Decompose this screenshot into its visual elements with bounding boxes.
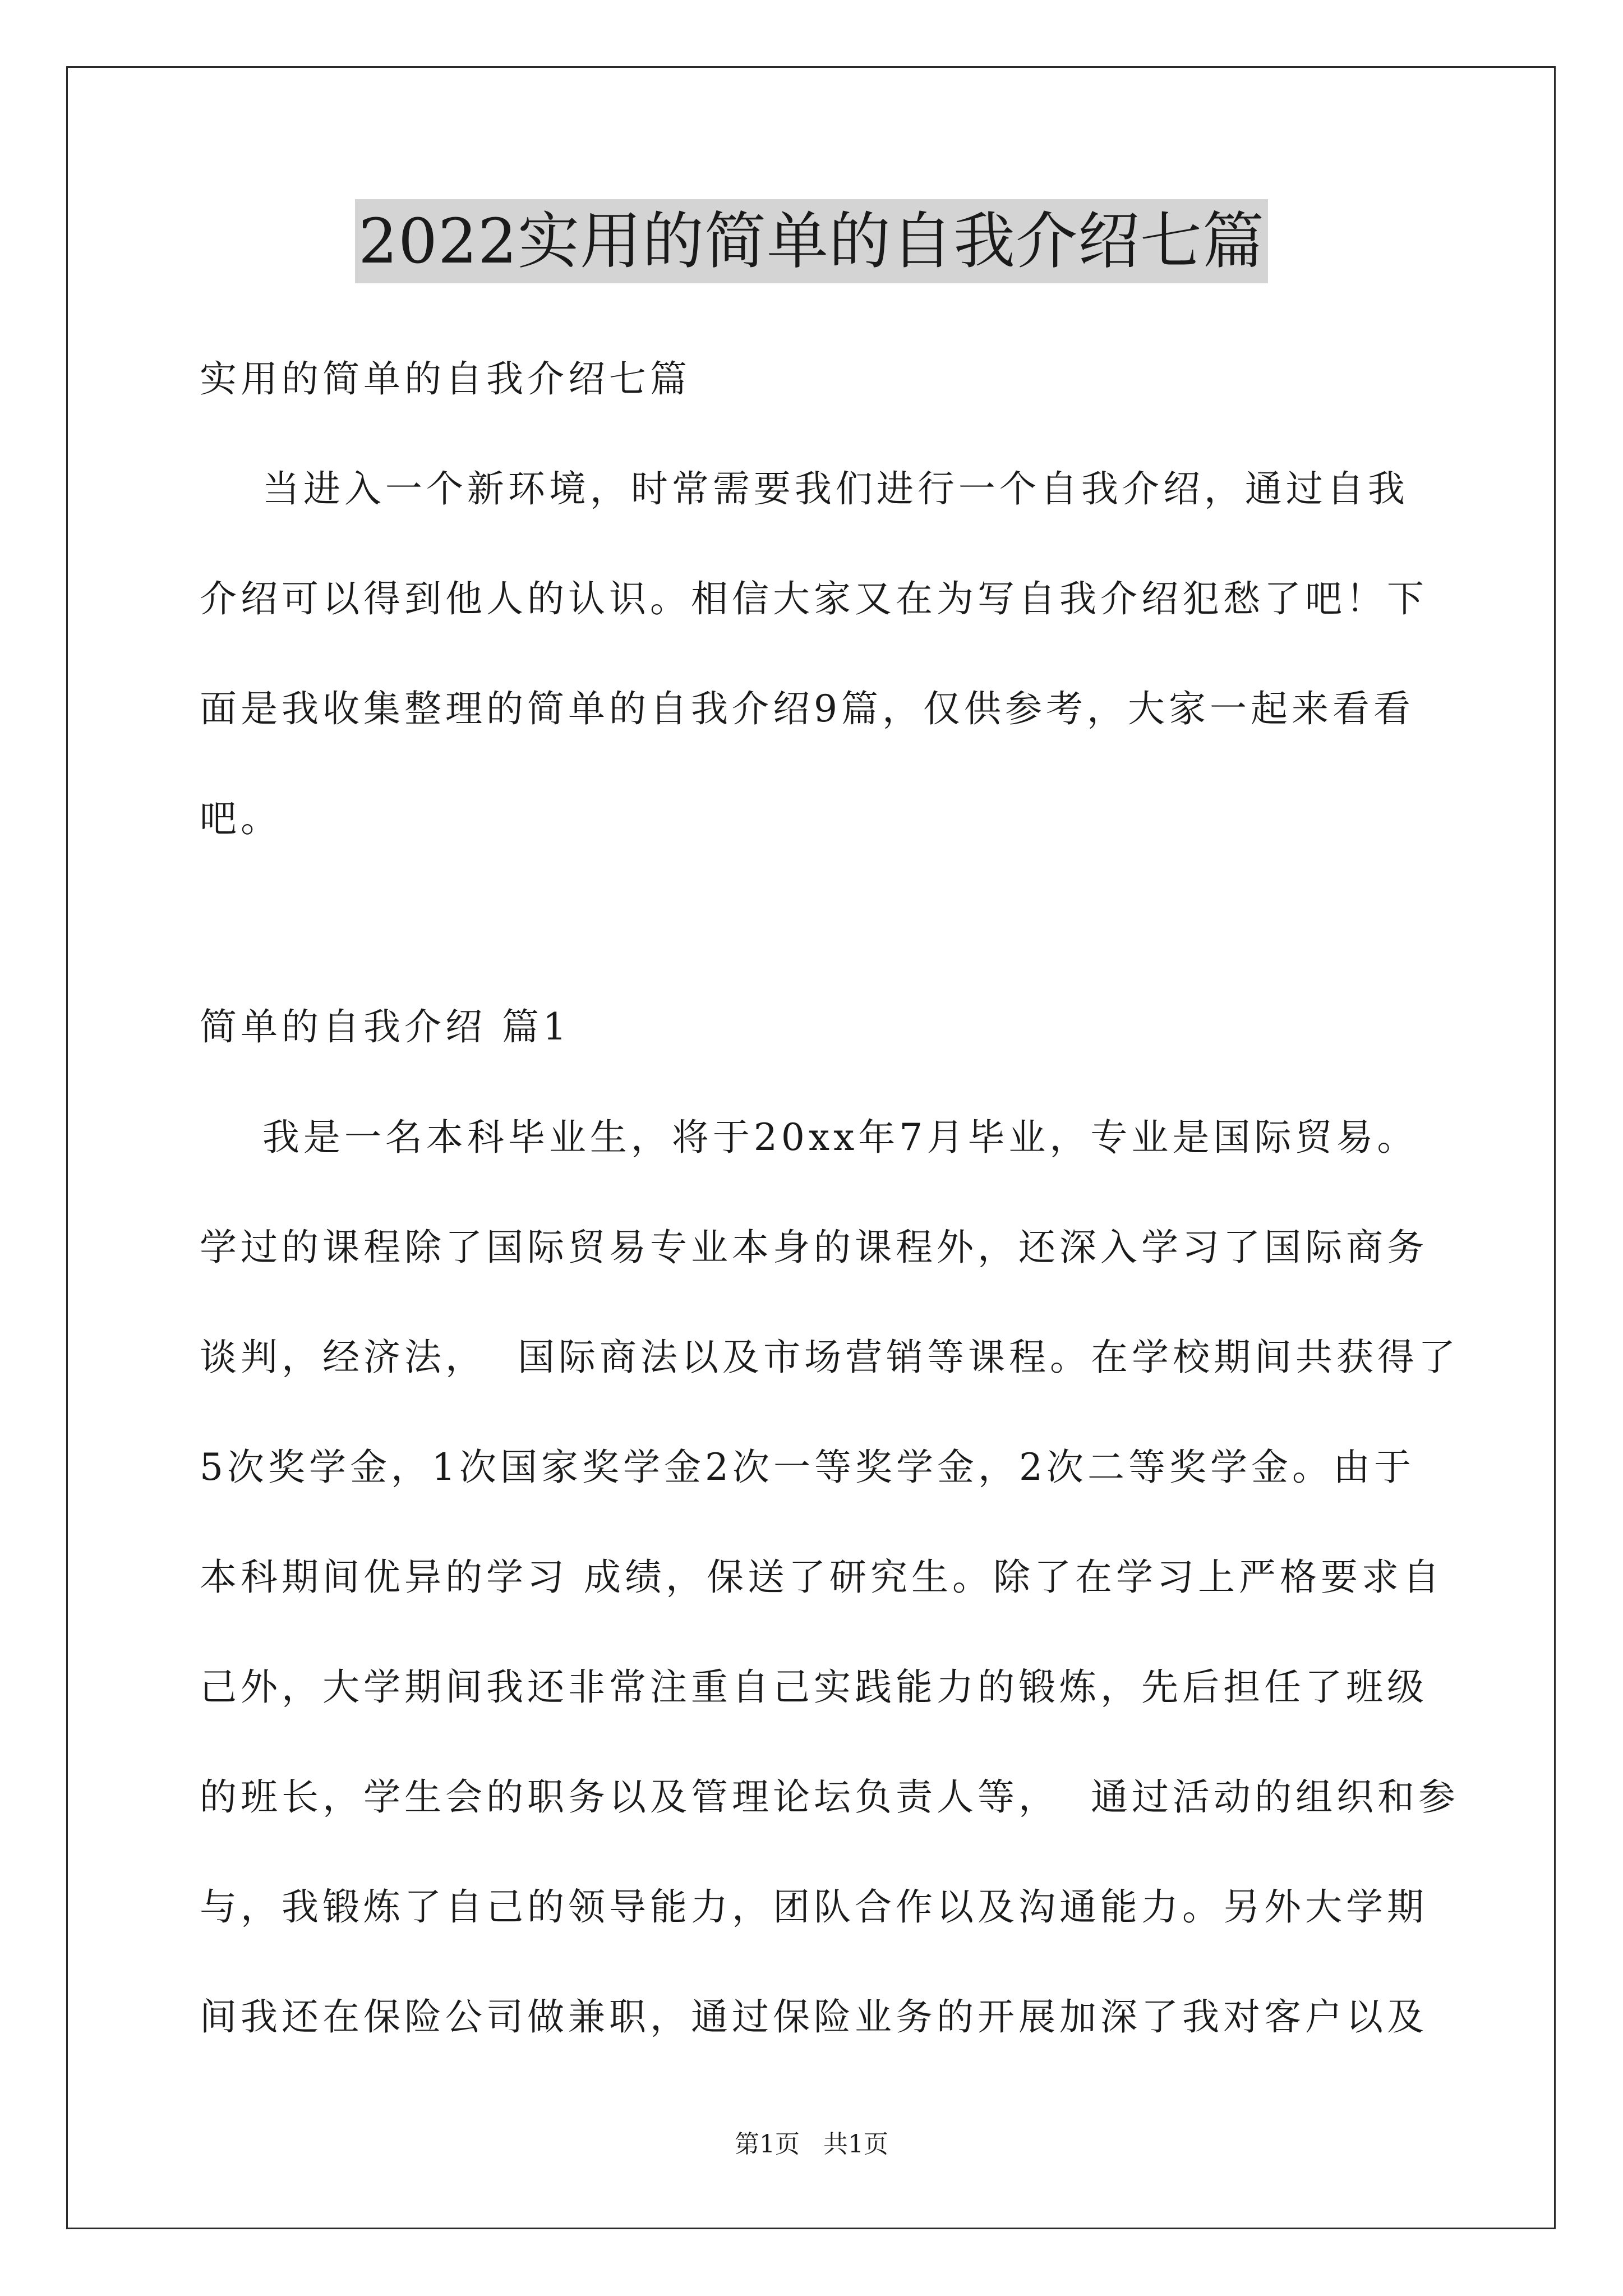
section-line-6: 己外，大学期间我还非常注重自己实践能力的锻炼，先后担任了班级 bbox=[200, 1665, 1428, 1709]
section-line-5: 本科期间优异的学习 成绩，保送了研究生。除了在学习上严格要求自 bbox=[200, 1556, 1444, 1599]
section-line-2: 学过的课程除了国际贸易专业本身的课程外，还深入学习了国际商务 bbox=[200, 1226, 1428, 1269]
document-subtitle: 实用的简单的自我介绍七篇 bbox=[200, 357, 691, 401]
document-title: 2022实用的简单的自我介绍七篇 bbox=[355, 199, 1268, 283]
intro-line-3: 面是我收集整理的简单的自我介绍9篇，仅供参考，大家一起来看看 bbox=[200, 687, 1414, 730]
section-line-9: 间我还在保险公司做兼职，通过保险业务的开展加深了我对客户以及 bbox=[200, 1995, 1428, 2039]
page-footer: 第1页 共1页 bbox=[735, 2130, 888, 2159]
intro-line-2: 介绍可以得到他人的认识。相信大家又在为写自我介绍犯愁了吧！下 bbox=[200, 577, 1428, 620]
title-container bbox=[0, 199, 1623, 283]
section-line-7: 的班长，学生会的职务以及管理论坛负责人等， 通过活动的组织和参 bbox=[200, 1775, 1459, 1819]
section-heading: 简单的自我介绍 篇1 bbox=[200, 1005, 570, 1048]
intro-line-4: 吧。 bbox=[200, 797, 282, 840]
intro-line-1: 当进入一个新环境，时常需要我们进行一个自我介绍，通过自我 bbox=[200, 467, 1409, 510]
section-line-1: 我是一名本科毕业生，将于20xx年7月毕业，专业是国际贸易。 bbox=[200, 1116, 1418, 1159]
section-line-3: 谈判，经济法， 国际商法以及市场营销等课程。在学校期间共获得了 bbox=[200, 1336, 1459, 1379]
section-line-4: 5次奖学金，1次国家奖学金2次一等奖学金，2次二等奖学金。由于 bbox=[200, 1446, 1415, 1489]
section-line-8: 与，我锻炼了自己的领导能力，团队合作以及沟通能力。另外大学期 bbox=[200, 1885, 1428, 1929]
